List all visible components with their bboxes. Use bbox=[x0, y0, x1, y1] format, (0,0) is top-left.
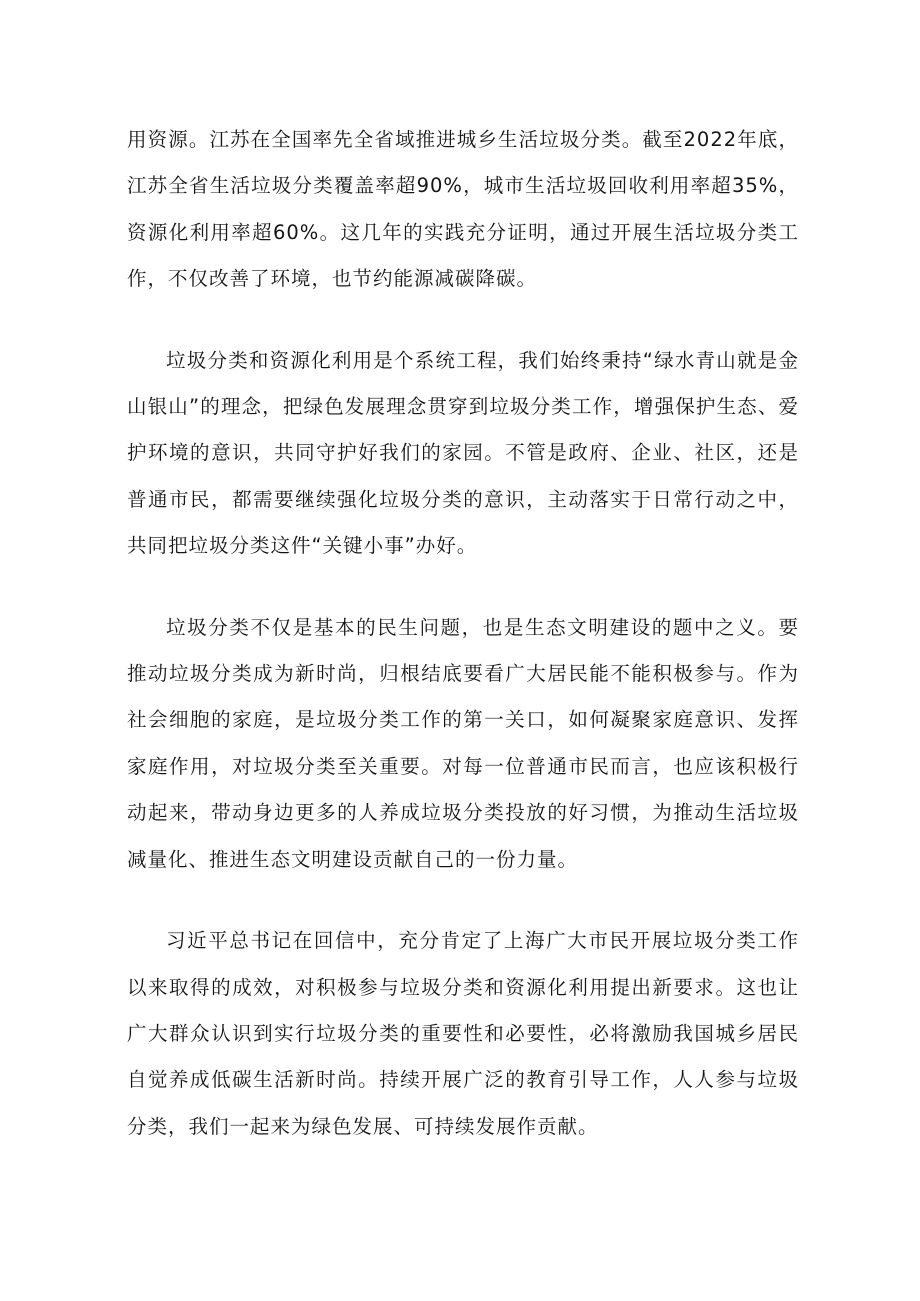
paragraph-4: 习近平总书记在回信中，充分肯定了上海广大市民开展垃圾分类工作以来取得的成效，对积极参与垃圾分类和资源化利用提出新要求。这也让广大群众认识到实行垃圾分类的重要性和必要性，必将激励我国城乡居民自觉养成低碳生活新时尚。持续开展广泛的教育引导工作，人人参与垃圾分类，我们一起来为绿色发展、可持续发展作贡献。 bbox=[127, 929, 799, 1138]
paragraph-3: 垃圾分类不仅是基本的民生问题，也是生态文明建设的题中之义。要推动垃圾分类成为新时尚，归根结底要看广大居民能不能积极参与。作为社会细胞的家庭，是垃圾分类工作的第一关口，如何凝聚家庭意识、发挥家庭作用，对垃圾分类至关重要。对每一位普通市民而言，也应该积极行动起来，带动身边更多的人养成垃圾分类投放的好习惯，为推动生活垃圾减量化、推进生态文明建设贡献自己的一份力量。 bbox=[127, 615, 799, 871]
paragraph-2: 垃圾分类和资源化利用是个系统工程，我们始终秉持“绿水青山就是金山银山”的理念，把绿色发展理念贯穿到垃圾分类工作，增强保护生态、爱护环境的意识，共同守护好我们的家园。不管是政府、企业、社区，还是普通市民，都需要继续强化垃圾分类的意识，主动落实于日常行动之中，共同把垃圾分类这件“关键小事”办好。 bbox=[127, 348, 799, 558]
paragraph-1: 用资源。江苏在全国率先全省域推进城乡生活垃圾分类。截至2022年底，江苏全省生活垃圾分类覆盖率超90%，城市生活垃圾回收利用率超35%，资源化利用率超60%。这几年的实践充分证明，通过开展生活垃圾分类工作，不仅改善了环境，也节约能源减碳降碳。 bbox=[127, 128, 799, 291]
document-body bbox=[127, 117, 799, 1185]
